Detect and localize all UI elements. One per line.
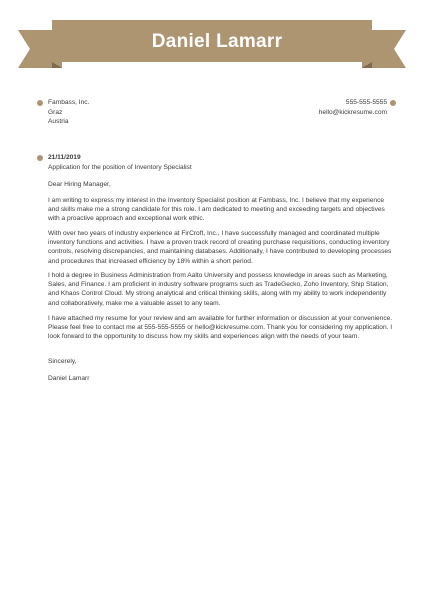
letter-subject: Application for the position of Inventory Specialist: [48, 163, 192, 171]
recipient-country: Austria: [48, 118, 69, 125]
salutation: Dear Hiring Manager,: [48, 181, 111, 188]
paragraph-2: With over two years of industry experience at FirCroft, Inc., I have successfully managed and coordinated multiple inventory functions and activities. I have a proven track record of creating purchase requisitions, conducting inventory controls, resolving discrepancies, and maintaining databases. Additionally, I have contributed to developing processes and procedures that increased efficiency by 18% within a short period.: [48, 230, 392, 265]
sender-bullet: [390, 100, 396, 106]
paragraph-4: I have attached my resume for your review and am available for further information or discussion at your convenience. Please feel free to contact me at 555-555-5555 or hello@kickresume.com. Thank you for considering my application. I look forward to the opportunity to discuss how my skills and experiences align with the needs of your team.: [48, 315, 393, 341]
sender-phone: 555-555-5555: [345, 99, 387, 106]
header-ribbon: [0, 0, 424, 80]
recipient-company: Fambass, Inc.: [48, 99, 90, 106]
paragraph-3: I hold a degree in Business Administration from Aalto University and possess knowledge in areas such as Marketing, Sales, and Finance. I am proficient in industry software programs such as TradeGecko, Zoho Inventory, Ship Station, and Khaos Control Cloud. My strong analytical and critical thinking skills, along with my ability to work independently and collaboratively, make me a valuable asset to any team.: [48, 272, 389, 307]
recipient-city: Graz: [48, 108, 63, 116]
recipient-bullet: [37, 100, 43, 106]
paragraph-1: I am writing to express my interest in the Inventory Specialist position at Fambass, Inc. I believe that my experience and skills make me a strong candidate for this role. I am dedicated to meeting and exceeding targets and objectives with a proactive approach and exceptional work ethic.: [48, 197, 385, 223]
sender-email: hello@kickresume.com: [318, 108, 387, 116]
signature: Daniel Lamarr: [48, 375, 90, 382]
closing: Sincerely,: [48, 358, 77, 365]
applicant-name: Daniel Lamarr: [151, 31, 283, 52]
date-bullet: [37, 155, 43, 161]
letter-date: 21/11/2019: [48, 154, 81, 161]
